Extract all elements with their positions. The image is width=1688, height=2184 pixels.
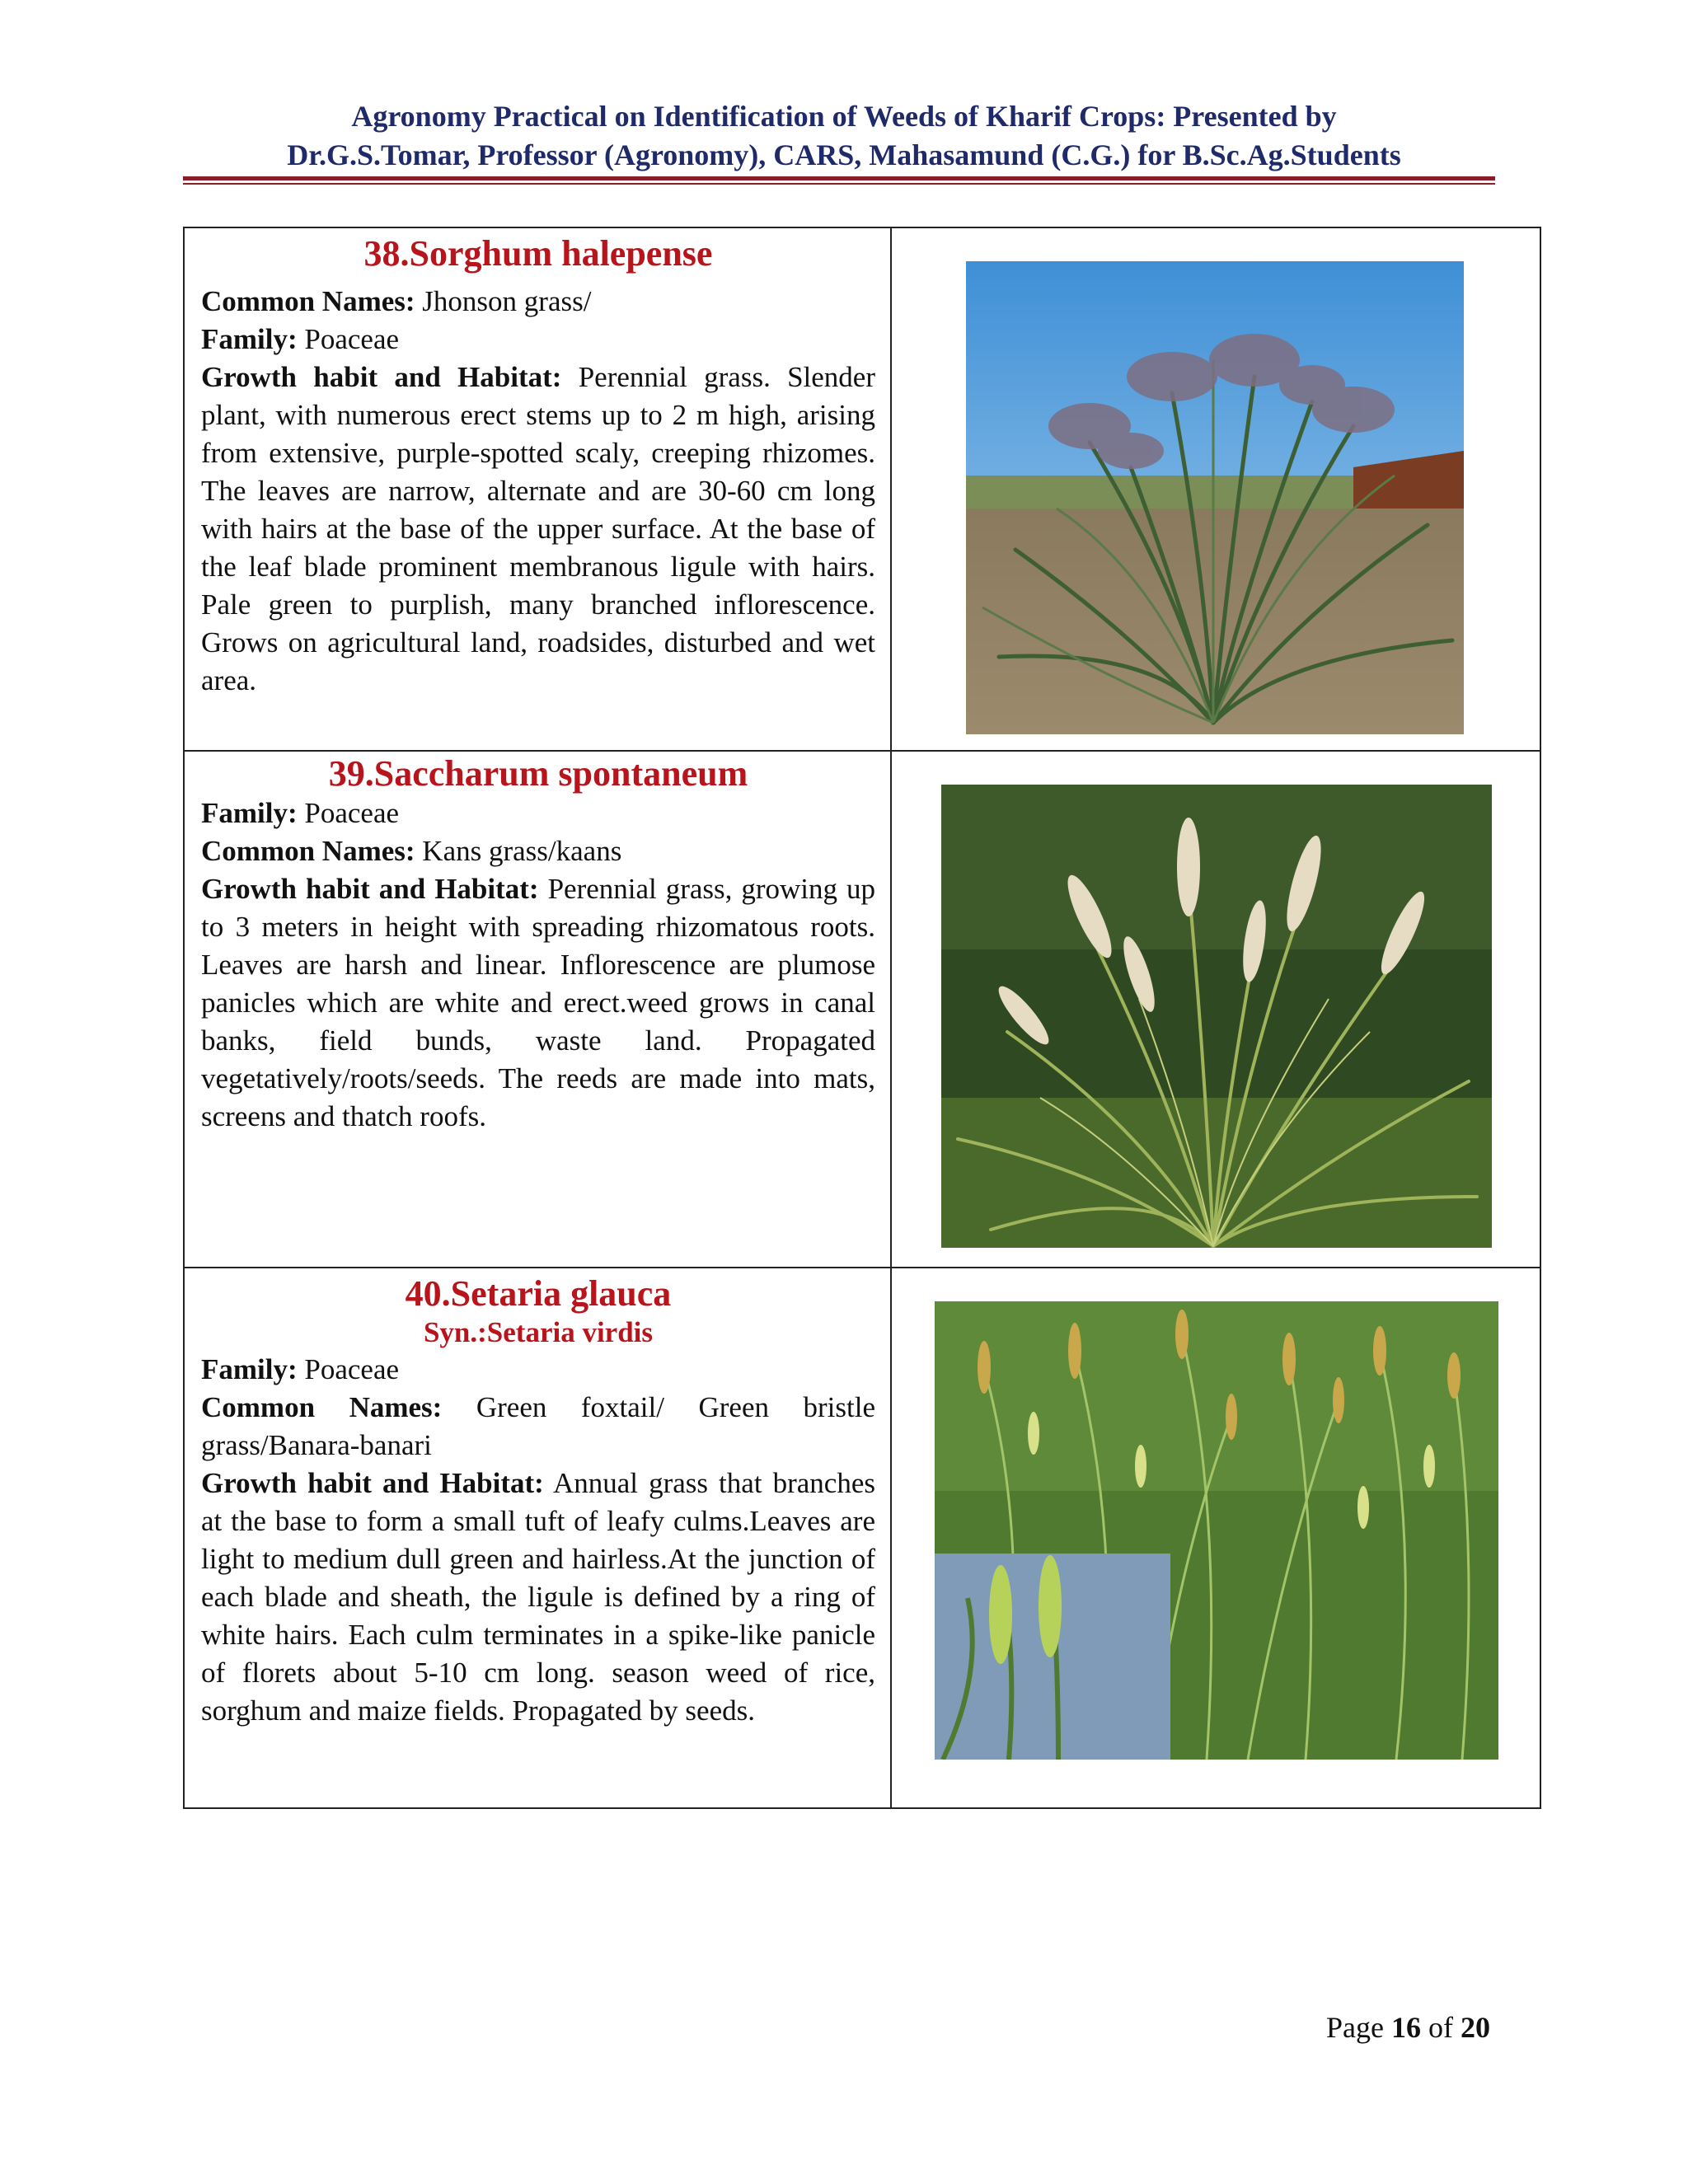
weed-table — [183, 227, 1541, 1809]
header-rule-thick — [183, 176, 1495, 180]
field-label: Family: — [201, 1353, 298, 1385]
weed-title: 40.Setaria glauca — [405, 1273, 672, 1314]
field-label: Common Names: — [201, 1391, 443, 1423]
field-value: Perennial grass, growing up to 3 meters in height with spreading rhizomatous roots. Leaves are harsh and linear. Inflorescence are plumose panicles which are white and erect.weed grows in canal banks, field bunds, waste land. Propagated vegetatively/roots/seeds. The reeds are made into mats, screens and thatch roofs. — [201, 873, 875, 1132]
weed-text-cell — [184, 227, 891, 751]
weed-description — [201, 283, 875, 700]
field-label: Growth habit and Habitat: — [201, 1467, 544, 1499]
field-value: Poaceae — [304, 323, 400, 355]
field-value: Jhonson grass/ — [422, 285, 592, 317]
weed-image-cell — [891, 1268, 1540, 1808]
weed-image-cell — [891, 751, 1540, 1268]
header-line-2: Dr.G.S.Tomar, Professor (Agronomy), CARS, Mahasamund (C.G.) for B.Sc.Ag.Students — [287, 138, 1401, 171]
field-value: Poaceae — [304, 797, 400, 829]
field-label: Common Names: — [201, 835, 415, 867]
weed-text-cell — [184, 1268, 891, 1808]
weed-title: 38.Sorghum halepense — [363, 233, 713, 274]
header-line-1: Agronomy Practical on Identification of Weeds of Kharif Crops: Presented by — [351, 100, 1337, 133]
sorghum-halepense-photo — [966, 261, 1464, 734]
page-total: 20 — [1461, 2011, 1490, 2044]
weed-row-39 — [184, 751, 1540, 1268]
field-value: Green foxtail/ Green bristle grass/Banara-banari — [201, 1391, 876, 1461]
weed-row-38 — [184, 227, 1540, 751]
weed-description — [201, 794, 875, 1136]
field-label: Growth habit and Habitat: — [201, 873, 539, 905]
weed-description — [201, 1351, 875, 1730]
field-label: Family: — [201, 797, 298, 829]
page-footer — [1236, 2009, 1490, 2046]
weed-text-cell — [184, 751, 891, 1268]
field-value: Poaceae — [304, 1353, 400, 1385]
weed-image-cell — [891, 227, 1540, 751]
saccharum-spontaneum-photo — [941, 785, 1492, 1248]
header-rule-thin — [183, 183, 1495, 185]
weed-title: 39.Saccharum spontaneum — [328, 753, 748, 794]
setaria-glauca-photo — [935, 1301, 1498, 1760]
document-header — [0, 97, 1688, 175]
field-value: Annual grass that branches at the base to form a small tuft of leafy culms.Leaves are light to medium dull green and hairless.At the junction of each blade and sheath, the ligule is defined by a ring of white hairs. Each culm terminates in a spike-like panicle of florets about 5-10 cm long. season weed of rice, sorghum and maize fields. Propagated by seeds. — [201, 1467, 875, 1727]
field-value: Perennial grass. Slender plant, with numerous erect stems up to 2 m high, arising from extensive, purple-spotted scaly, creeping rhizomes. The leaves are narrow, alternate and are 30-60 cm long with hairs at the base of the upper surface. At the base of the leaf blade prominent membranous ligule with hairs. Pale green to purplish, many branched inflorescence. Grows on agricultural land, roadsides, disturbed and wet area. — [201, 361, 875, 696]
page-word: Page — [1326, 2011, 1384, 2044]
weed-synonym: Syn.:Setaria virdis — [423, 1316, 654, 1348]
field-label: Growth habit and Habitat: — [201, 361, 562, 393]
field-label: Family: — [201, 323, 298, 355]
field-label: Common Names: — [201, 285, 415, 317]
of-word: of — [1428, 2011, 1453, 2044]
field-value: Kans grass/kaans — [422, 835, 622, 867]
page-number: 16 — [1391, 2011, 1421, 2044]
weed-row-40 — [184, 1268, 1540, 1808]
